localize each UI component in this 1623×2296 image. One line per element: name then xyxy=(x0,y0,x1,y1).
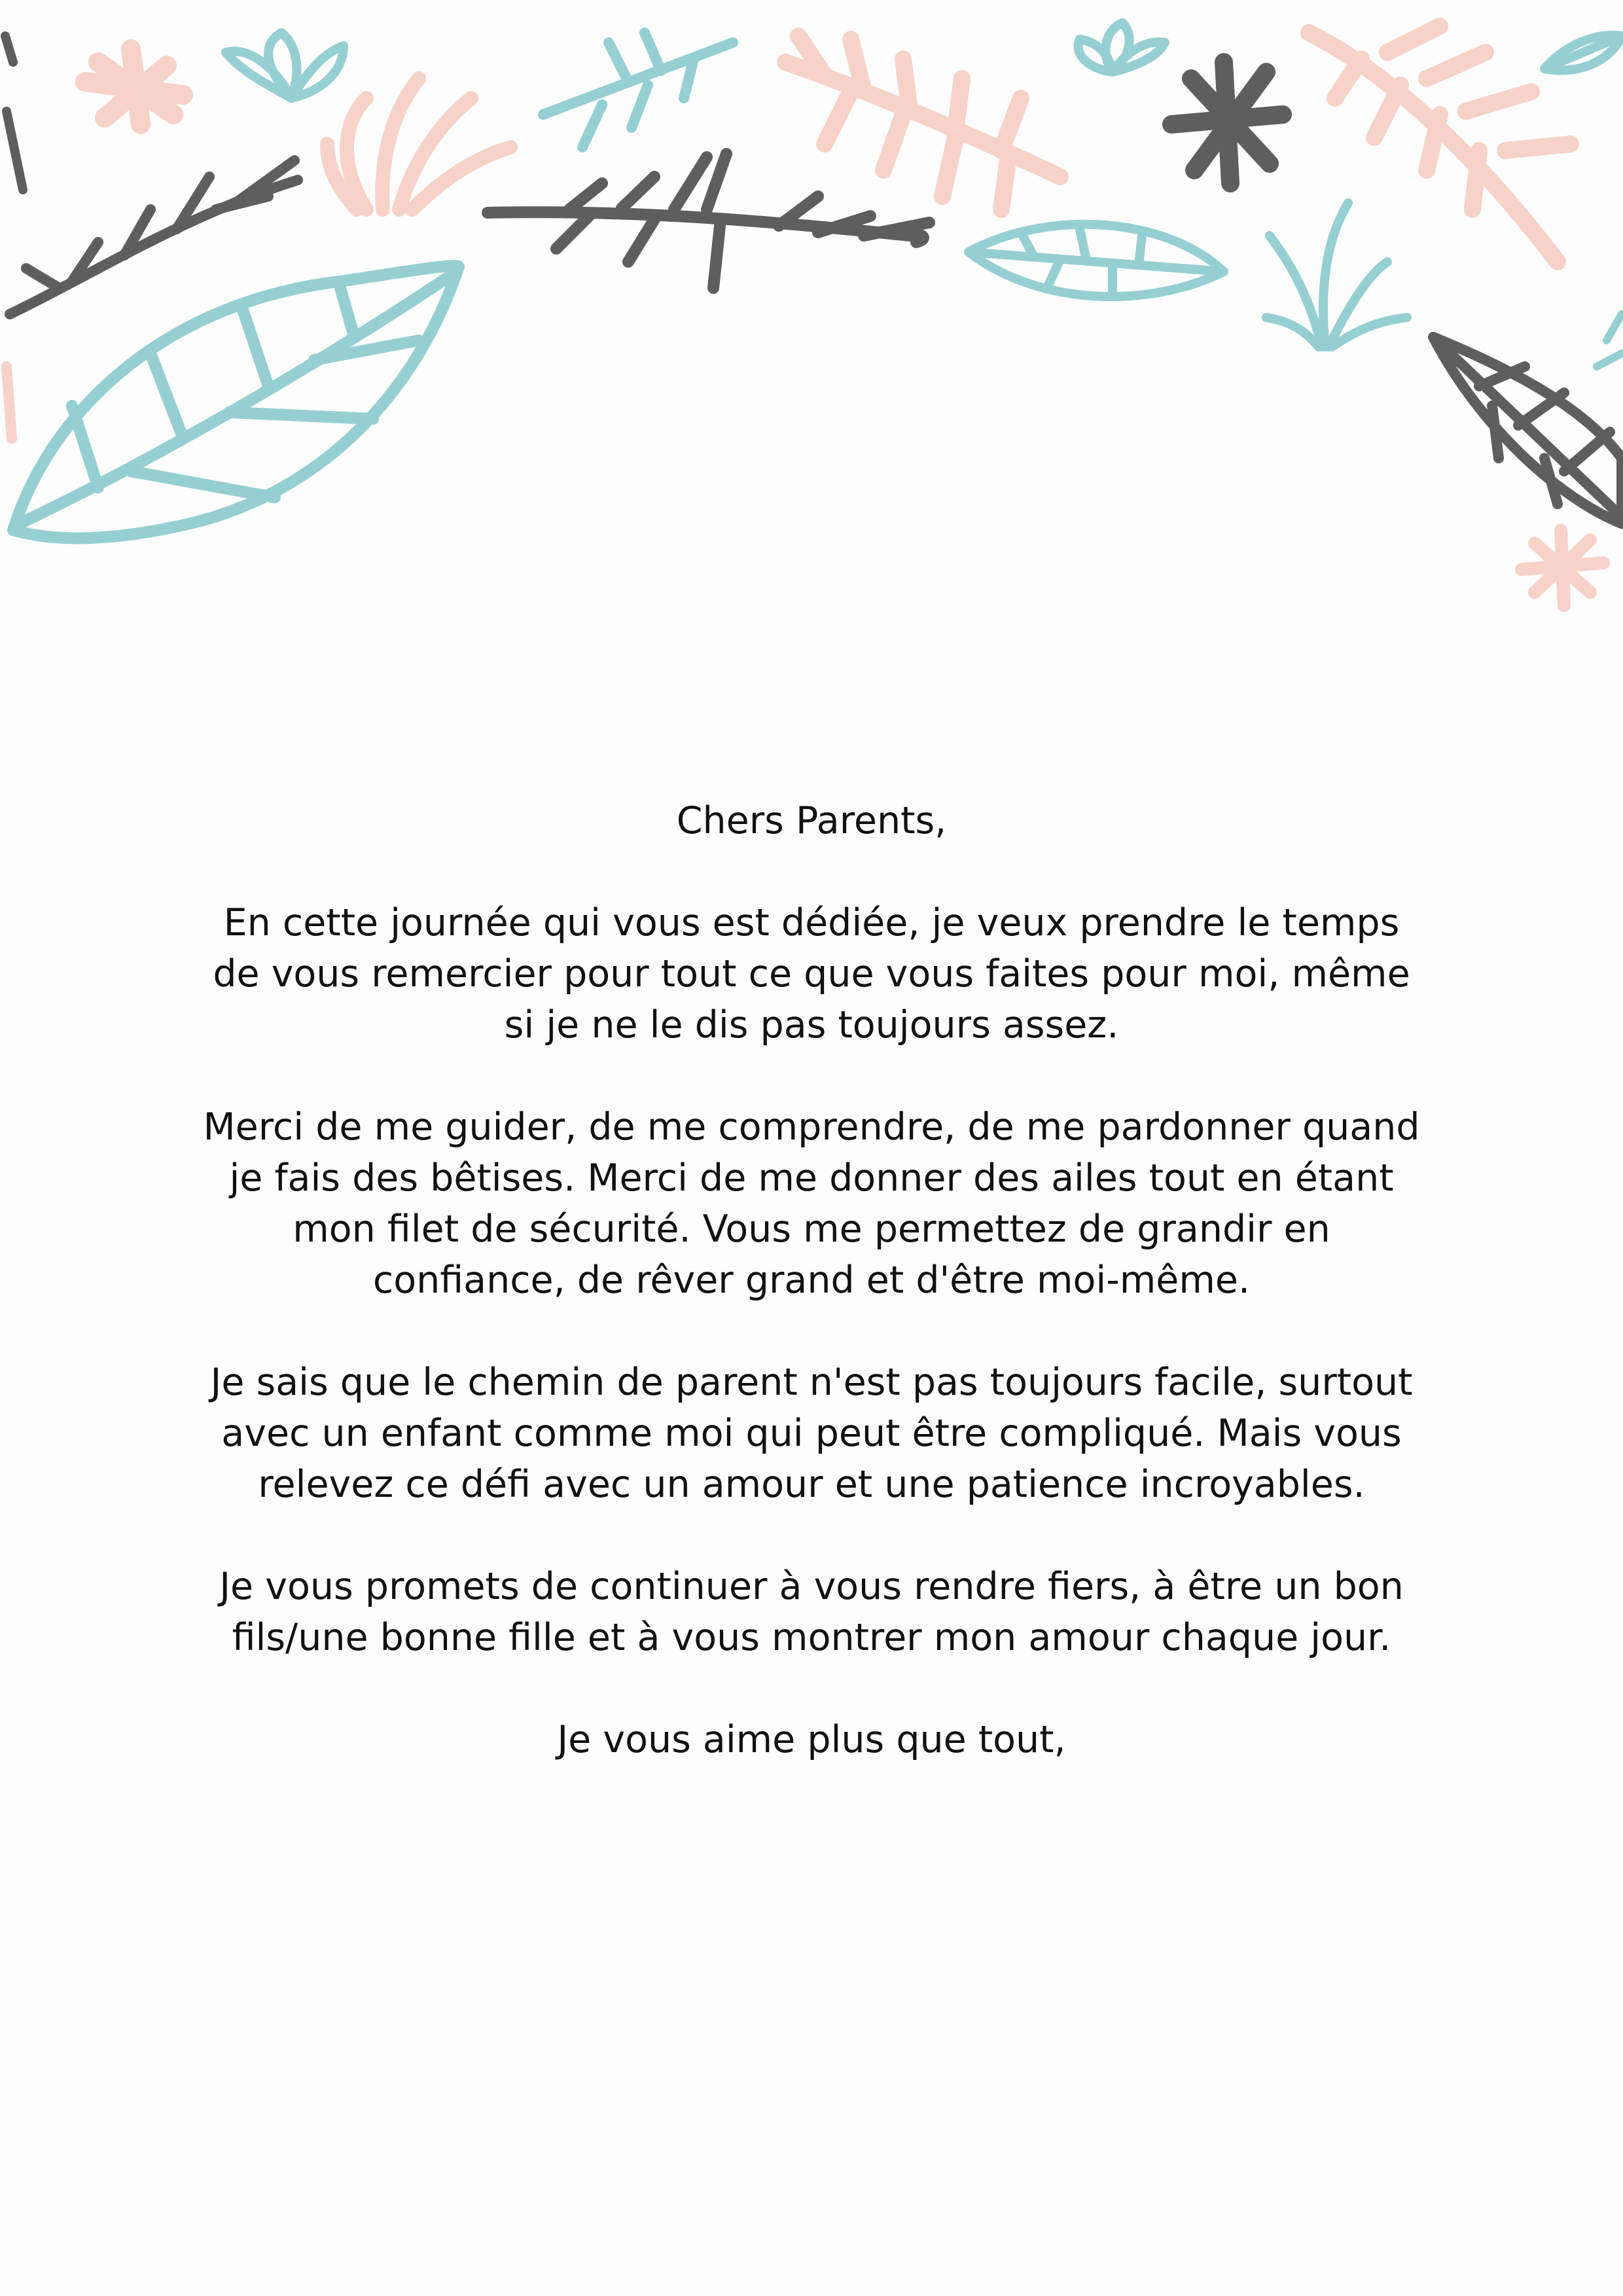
letter-paragraph: En cette journée qui vous est dédiée, je veux prendre le temps de vous remercier pour tout ce que vous faites pour moi, même si je ne le dis pas toujours assez. xyxy=(213,901,1410,1047)
teal-small-tulip-icon xyxy=(1078,23,1165,72)
letter-paragraph: Je sais que le chemin de parent n'est pas toujours facile, surtout avec un enfant comme moi qui peut être compliqué. Mais vous relevez ce défi avec un amour et une patience incroyables. xyxy=(210,1361,1413,1506)
teal-oval-leaf-icon xyxy=(969,224,1224,296)
pink-fan-leaves-icon xyxy=(327,79,510,209)
letter-greeting: Chers Parents, xyxy=(676,799,947,842)
teal-right-leaf-icon xyxy=(1544,35,1622,71)
teal-grass-tuft-icon xyxy=(1266,203,1407,347)
pink-star-flower-icon xyxy=(85,49,183,124)
teal-arrow-branch-icon xyxy=(543,33,733,147)
teal-edge-sprig-icon xyxy=(1597,314,1622,367)
pink-small-star-icon xyxy=(1522,530,1603,605)
gray-left-branch-icon xyxy=(10,160,298,314)
pink-right-branch-icon xyxy=(1309,26,1571,262)
teal-tulip-icon xyxy=(226,33,344,98)
letter-closing: Je vous aime plus que tout, xyxy=(557,1718,1066,1761)
letter-paragraph: Je vous promets de continuer à vous rendre fiers, à être un bon fils/une bonne fille et à vous montrer mon amour chaque jour. xyxy=(219,1565,1404,1659)
gray-star-flower-icon xyxy=(1171,62,1283,183)
letter-paragraph: Merci de me guider, de me comprendre, de me pardonner quand je fais des bêtises. Merci de me donner des ailes tout en étant mon filet de sécurité. Vous me permettez de grandir en confiance, de rêver grand et d'être moi-même. xyxy=(203,1105,1420,1302)
pink-edge-leaf-icon xyxy=(7,367,12,439)
pink-fern-branch-icon xyxy=(785,36,1060,209)
teal-large-leaf-icon xyxy=(13,266,459,538)
edge-gray-sprig-icon xyxy=(5,36,23,190)
floral-leaf-border-icon xyxy=(0,0,1623,628)
gray-center-branch-icon xyxy=(488,154,929,288)
letter-body xyxy=(196,795,1427,1765)
